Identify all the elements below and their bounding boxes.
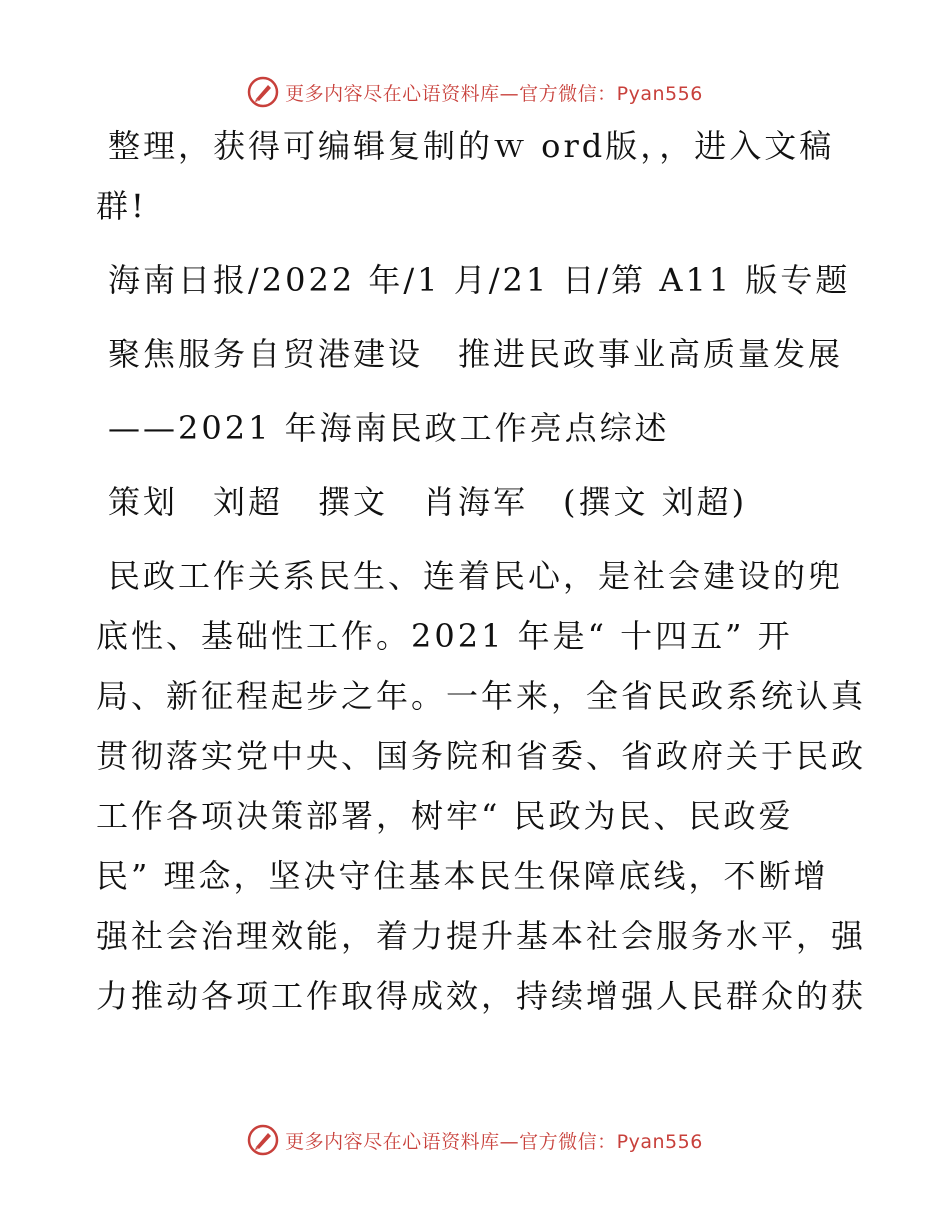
article-headline: 聚焦服务自贸港建设 推进民政事业高质量发展 [108, 335, 844, 373]
body-line: 强社会治理效能，着力提升基本社会服务水平，强 [96, 917, 867, 955]
intro-line-2: 群! [96, 187, 147, 225]
body-line: 贯彻落实党中央、国务院和省委、省政府关于民政 [96, 737, 867, 775]
body-line: 民政工作关系民生、连着民心，是社会建设的兜 [108, 557, 844, 595]
body-line: 工作各项决策部署，树牢“ 民政为民、民政爱 [96, 797, 794, 835]
pen-logo-icon [247, 1124, 279, 1156]
body-line: 局、新征程起步之年。一年来，全省民政系统认真 [96, 677, 867, 715]
watermark-banner-top [0, 72, 950, 112]
watermark-text: 更多内容尽在心语资料库—官方微信：Pyan556 [285, 82, 703, 105]
pen-logo-icon [247, 76, 279, 108]
body-line: 民” 理念，坚决守住基本民生保障底线，不断增 [96, 857, 829, 895]
article-subheadline: ——2021 年海南民政工作亮点综述 [108, 409, 670, 447]
article-source: 海南日报/2022 年/1 月/21 日/第 A11 版专题 [108, 261, 851, 299]
intro-line-1: 整理，获得可编辑复制的ｗ ord版，，进入文稿 [108, 127, 835, 165]
body-line: 底性、基础性工作。2021 年是“ 十四五” 开 [96, 617, 793, 655]
watermark-text: 更多内容尽在心语资料库—官方微信：Pyan556 [285, 1130, 703, 1153]
article-credits: 策划 刘超 撰文 肖海军 (撰文 刘超) [108, 483, 748, 521]
watermark-banner-bottom [0, 1120, 950, 1160]
body-line: 力推动各项工作取得成效，持续增强人民群众的获 [96, 977, 867, 1015]
